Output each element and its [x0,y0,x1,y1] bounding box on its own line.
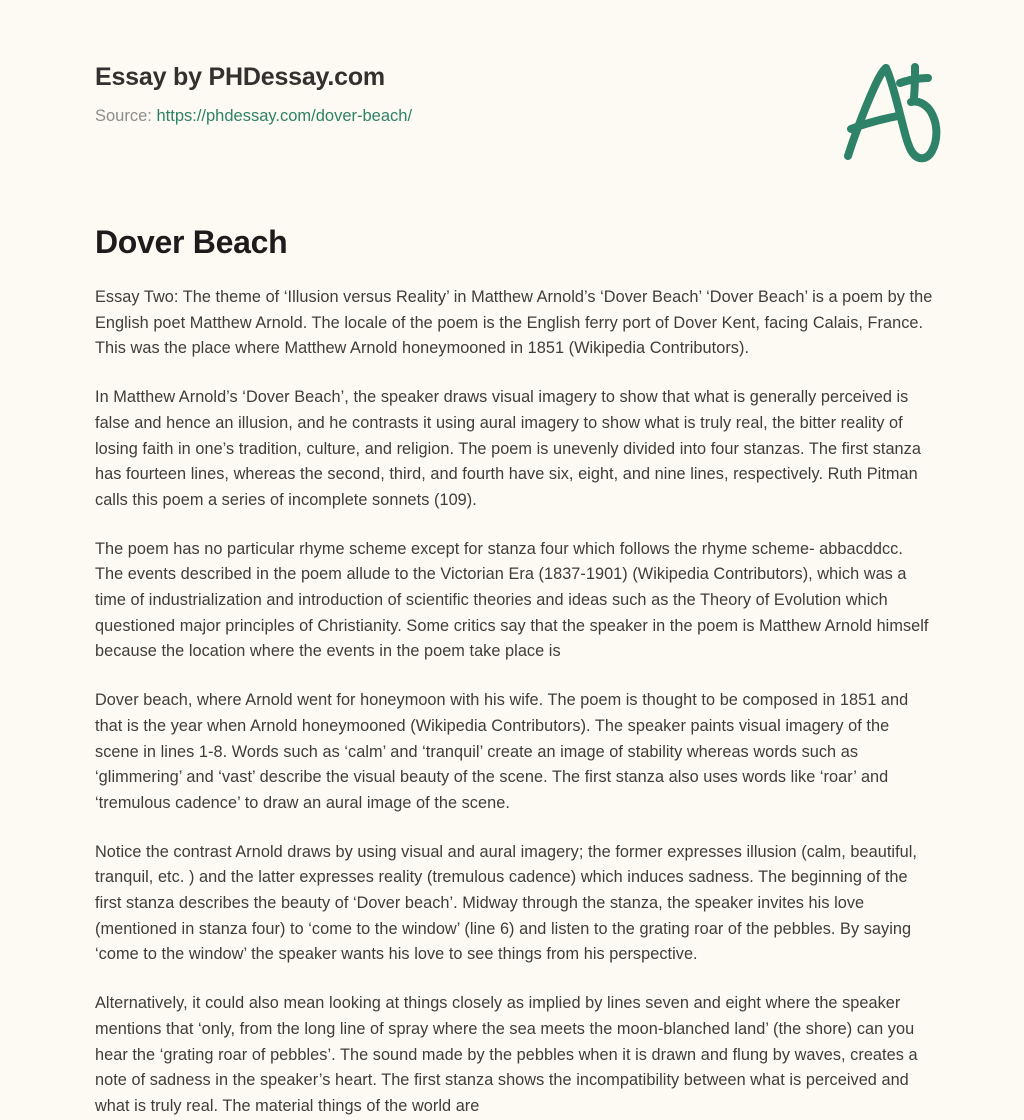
essay-paragraph: The poem has no particular rhyme scheme except for stanza four which follows the rhyme scheme- abbacddcc. The events described in the poem allude to the Victorian Era (1837-1901) (Wikipedia Contributors), which was a time of industrialization and introduction of scientific theories and ideas such as the Theory of Evolution which questioned major principles of Christianity. Some critics say that the speaker in the poem is Matthew Arnold himself because the location where the events in the poem take place is [95,539,929,661]
page-title: Dover Beach [95,224,288,260]
source-label: Source: [95,107,152,125]
a-plus-icon [826,52,946,170]
essay-paragraph: Dover beach, where Arnold went for honeymoon with his wife. The poem is thought to be composed in 1851 and that is the year when Arnold honeymooned (Wikipedia Contributors). The speaker paints visual imagery of the scene in lines 1-8. Words such as ‘calm’ and ‘tranquil’ create an image of stability whereas words such as ‘glimmering’ and ‘vast’ describe the visual beauty of the scene. The first stanza also uses words like ‘roar’ and ‘tremulous cadence’ to draw an aural image of the scene. [95,691,909,812]
brand-title: Essay by PHDessay.com [95,63,385,91]
essay-paragraph: Essay Two: The theme of ‘Illusion versus Reality’ in Matthew Arnold’s ‘Dover Beach’ ‘Dover Beach’ is a poem by the English poet Matthew Arnold. The locale of the poem is the English ferry port of Dover Kent, facing Calais, France. This was the place where Matthew Arnold honeymooned in 1851 (Wikipedia Contributors). [95,288,933,358]
a-plus-grade-logo [826,52,946,170]
source-url-link[interactable]: https://phdessay.com/dover-beach/ [156,107,413,125]
essay-paragraph: Alternatively, it could also mean looking at things closely as implied by lines seven and eight where the speaker mentions that ‘only, from the long line of spray where the sea meets the moon-blanched land’ (the shore) can you hear the ‘grating roar of pebbles’. The sound made by the pebbles when it is drawn and flung by waves, creates a note of sadness in the speaker’s heart. The first stanza shows the incompatibility between what is perceived and what is truly real. The material things of the world are [95,994,918,1115]
essay-paragraph: Notice the contrast Arnold draws by using visual and aural imagery; the former expresses illusion (calm, beautiful, tranquil, etc. ) and the latter expresses reality (tremulous cadence) which induces sadness. The beginning of the first stanza describes the beauty of ‘Dover beach’. Midway through the stanza, the speaker invites his love (mentioned in stanza four) to ‘come to the window’ (line 6) and listen to the grating roar of the pebbles. By saying ‘come to the window’ the speaker wants his love to see things from his perspective. [95,842,918,964]
essay-body [95,285,935,1120]
source-line [95,106,935,127]
essay-paragraph: In Matthew Arnold’s ‘Dover Beach’, the speaker draws visual imagery to show that what is generally perceived is false and hence an illusion, and he contrasts it using aural imagery to show what is truly real, the bitter reality of losing faith in one’s tradition, culture, and religion. The poem is unevenly divided into four stanzas. The first stanza has fourteen lines, whereas the second, third, and fourth have six, eight, and nine lines, respectively. Ruth Pitman calls this poem a series of incomplete sonnets (109). [95,388,921,509]
page-header [95,62,935,127]
